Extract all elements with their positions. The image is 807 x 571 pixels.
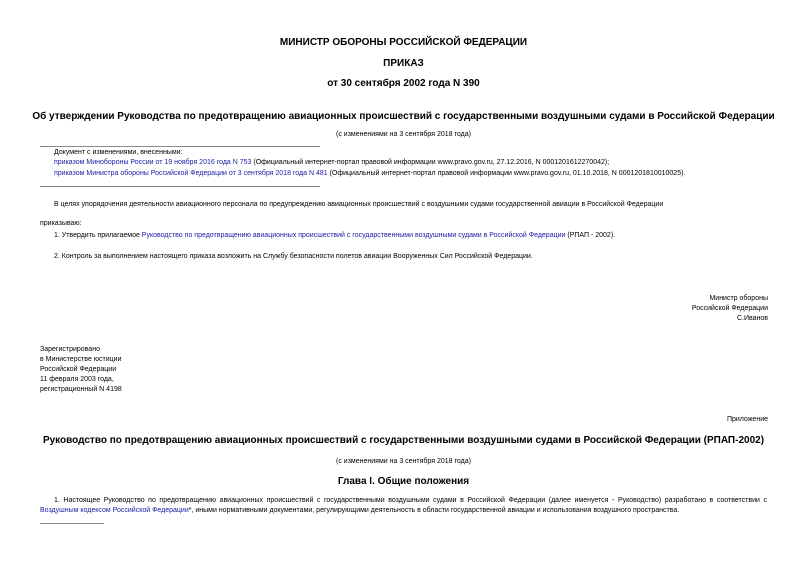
registration-line-4: 11 февраля 2003 года, xyxy=(40,376,114,383)
amendments-intro: Документ с изменениями, внесенными: xyxy=(54,149,183,156)
amendments-bottom-rule xyxy=(40,186,320,187)
amendment-text-2018: (Официальный интернет-портал правовой информации www.pravo.gov.ru, 01.10.2018, N 0001201810010025). xyxy=(327,170,686,177)
paragraph-1-text: 1. Настоящее Руководство по предотвращению авиационных происшествий с государственными воздушными судами в Российской Федерации (далее именуется - Руководство) разработано в соответствии с xyxy=(54,497,767,504)
revision-note: (с изменениями на 3 сентября 2018 года) xyxy=(336,131,471,138)
amendment-text-2016: (Официальный интернет-портал правовой информации www.pravo.gov.ru, 27.12.2016, N 0001201612270042); xyxy=(251,159,610,166)
registration-line-3: Российской Федерации xyxy=(40,366,117,373)
signature-line-1: Министр обороны xyxy=(709,295,768,302)
amendment-item xyxy=(54,158,609,168)
amendment-link-2016[interactable]: приказом Минобороны России от 19 ноября 2016 года N 753 xyxy=(54,159,252,166)
footnote-rule xyxy=(40,523,104,524)
preamble: В целях упорядочения деятельности авиационного персонала по предупреждению авиационных происшествий с воздушными судами государственной авиации в Российской Федерации xyxy=(54,201,664,208)
amendment-link-2018[interactable]: приказом Министра обороны Российской Федерации от 3 сентября 2018 года N 481 xyxy=(54,170,328,177)
paragraph-1-rest: *, иными нормативными документами, регулирующими деятельность в области государственной авиации и использования воздушного пространства. xyxy=(188,507,680,514)
chapter-heading: Глава I. Общие положения xyxy=(337,476,470,487)
order-item-2: 2. Контроль за выполнением настоящего приказа возложить на Службу безопасности полетов авиации Вооруженных Сил Российской Федерации. xyxy=(54,253,533,260)
appendix-title: Руководство по предотвращению авиационных происшествий с государственными воздушными судами в Российской Федерации (РПАП-2002) xyxy=(42,435,765,446)
order-item-1-prefix: 1. Утвердить прилагаемое xyxy=(54,232,142,239)
registration-line-5: регистрационный N 4198 xyxy=(40,386,122,393)
signature-line-2: Российской Федерации xyxy=(691,305,768,312)
appendix-revision-note: (с изменениями на 3 сентября 2018 года) xyxy=(336,458,471,465)
signature-line-3: С.Иванов xyxy=(736,315,768,322)
appendix-label: Приложение xyxy=(726,416,768,423)
paragraph-1 xyxy=(40,496,767,516)
doc-type-heading: ПРИКАЗ xyxy=(383,58,424,69)
ministry-heading: МИНИСТР ОБОРОНЫ РОССИЙСКОЙ ФЕДЕРАЦИИ xyxy=(279,37,528,48)
doc-title: Об утверждении Руководства по предотвращению авиационных происшествий с государственными воздушными судами в Российской Федерации xyxy=(32,111,775,122)
air-code-link[interactable]: Воздушным кодексом Российской Федерации xyxy=(40,507,189,514)
order-item-1 xyxy=(54,231,615,241)
order-item-1-suffix: (РПАП - 2002). xyxy=(565,232,616,239)
doc-date-number: от 30 сентября 2002 года N 390 xyxy=(327,78,480,89)
registration-line-2: в Министерстве юстиции xyxy=(40,356,122,363)
amendment-item xyxy=(54,169,685,179)
order-word: приказываю: xyxy=(40,220,82,227)
registration-line-1: Зарегистрировано xyxy=(40,346,100,353)
amendments-top-rule xyxy=(40,146,320,147)
guide-link[interactable]: Руководство по предотвращению авиационных происшествий с государственными воздушными судами в Российской Федерации xyxy=(141,232,566,239)
